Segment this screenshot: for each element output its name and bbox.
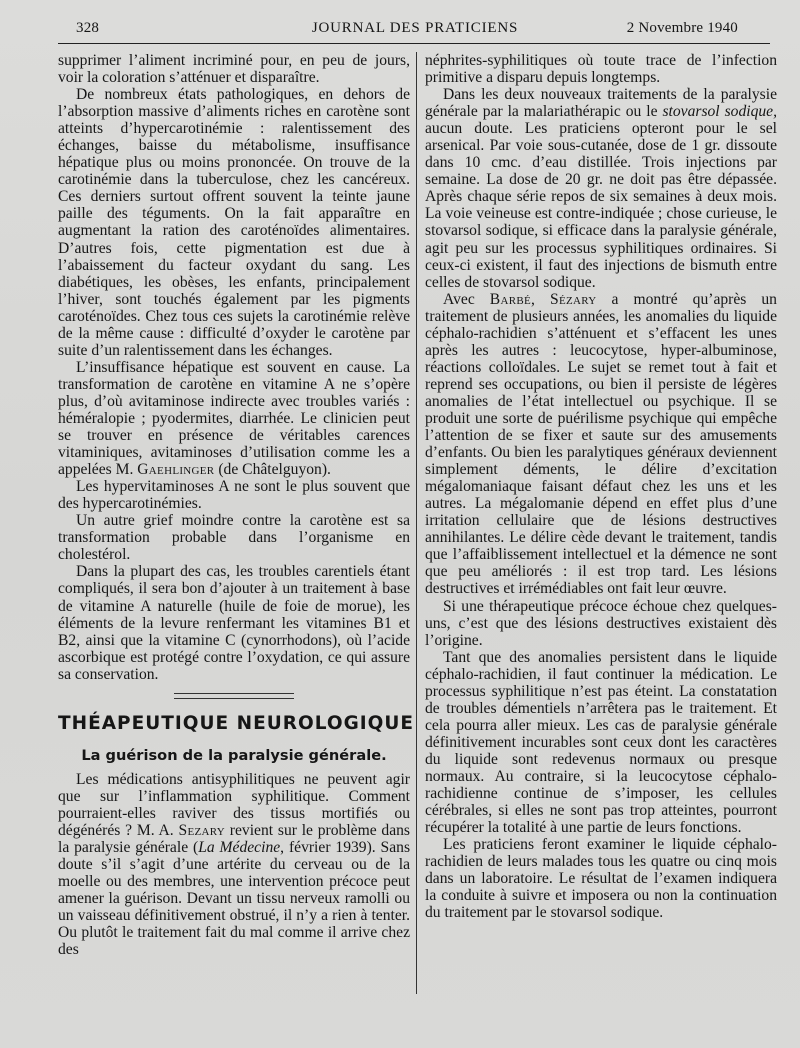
- paragraph: De nombreux états pathologiques, en dehors de l’absorption massive d’aliments riches en carotène sont atteints d’hypercarotinémie : ralentissement des échanges, baisse du métabolisme, insuffisance hépatique plus ou moins prononcée. On trouve de la carotinémie dans la tuberculose, chez les cancéreux. Ces derniers surtout offrent souvent la teinte jaune paille des téguments. On la fait apparaître en augmentant la ration des caroténoïdes alimentaires. D’autres fois, cette pigmentation est due à l’abaissement du facteur oxydant du sang. Les diabétiques, les obèses, les enfants, principalement l’hiver, sont touchés également par les pigments caroténoïdes. Chez tous ces sujets la carotinémie relève de la même cause : difficulté d’oxyder le carotène par suite d’un ralentissement dans les échanges.: [58, 86, 410, 359]
- paragraph-text: , février 1939). Sans doute s’il s’agit d’une artérite du cerveau ou de la moelle ou des membres, une intervention précoce peut amener la guérison. Devant un tissu nerveux ramolli ou un vaisseau définitivement obstrué, il n’y a rien à tenter. Ou plutôt le traitement fait du mal comme il arrive chez des: [58, 838, 411, 959]
- author-name: Gaehlinger: [137, 461, 215, 479]
- journal-title: JOURNAL DES PRATICIENS: [311, 20, 519, 36]
- paragraph-text: (de Châtelguyon).: [218, 461, 331, 479]
- section-title: THÉAPEUTIQUE NEUROLOGIQUE: [58, 712, 415, 734]
- decorative-rule: [174, 693, 294, 699]
- paragraph: Si une thérapeutique précoce échoue chez quelques-uns, c’est que des lésions destructives existaient dès l’origine.: [425, 597, 777, 649]
- right-column: [425, 52, 777, 921]
- paragraph: [58, 359, 410, 478]
- running-head: [60, 20, 770, 42]
- paragraph-text: a montré qu’après un traitement de plusieurs années, les anomalies du liquide céphalo-rachidien s’atténuent et s’effacent les unes après les autres : leucocytose, hyper-albuminose, réactions colloïdales. Le sujet se remet tout à fait et reprend ses occupations, ou bien il persiste de légères anomalies de l’état intellectuel ou psychique. Il se produit une sorte de puérilisme psychique qui empêche l’attention de se fixer et saute sur des amusements d’enfants. Ou bien les paralytiques généraux deviennent simplement déments, le délire d’excitation mégalomaniaque faisant défaut chez les uns et les autres. La mégalomanie dépend en effet plus d’une irritation cellulaire que de lésions destructives annihilantes. Le délire cède devant le traitement, tandis que l’affaiblissement intellectuel et la démence ne sont que peu améliorés : il est trop tard. Les lésions destructives et irrémédiables ont fait leur œuvre.: [425, 290, 777, 598]
- paragraph: [425, 291, 777, 598]
- page-number: 328: [76, 20, 100, 36]
- author-name: Barbé: [489, 290, 532, 308]
- paragraph: supprimer l’aliment incriminé pour, en peu de jours, voir la coloration s’atténuer et disparaître.: [58, 52, 410, 87]
- paragraph: néphrites-syphilitiques où toute trace de l’infection primitive a disparu depuis longtemps.: [425, 52, 777, 87]
- issue-date: 2 Novembre 1940: [626, 20, 738, 36]
- paragraph-text: L’insuffisance hépatique est souvent en cause. La transformation de carotène en vitamine A ne s’opère plus, d’où avitaminose indirecte avec troubles variés : héméralopie ; pyodermites, diarrhée. Le clinicien peut se trouver en présence de véritables carences vitaminiques, avitaminoses d’utilisation comme les a appelées M.: [58, 358, 410, 479]
- journal-citation: La Médecine: [198, 838, 281, 856]
- punctuation: ,: [531, 290, 535, 308]
- paragraph-text: revient sur le problème dans la paralysie générale (: [58, 821, 411, 856]
- paragraph: [425, 86, 777, 291]
- drug-name: stovarsol sodique,: [662, 103, 777, 121]
- section-subtitle: La guérison de la paralysie générale.: [81, 746, 387, 764]
- paragraph: Les hypervitaminoses A ne sont le plus souvent que des hypercarotinémies.: [58, 478, 410, 513]
- paragraph-text: Avec: [443, 290, 475, 308]
- paragraph: Les praticiens feront examiner le liquide céphalo-rachidien de leurs malades tous les quatre ou cinq mois dans un laboratoire. Le résultat de l’examen indiquera la conduite à suivre et imposera ou non la continuation du traitement par le stovarsol sodique.: [425, 836, 777, 922]
- paragraph-text: Dans les deux nouveaux traitements de la paralysie générale par la malariathérapic ou le: [425, 86, 777, 121]
- paragraph-text: Les médications antisyphilitiques ne peuvent agir que sur l’inflammation syphilitique. Comment pourraient-elles raviver des tissus mortifiés ou dégénérés ? M. A.: [58, 770, 410, 839]
- author-name: Sézary: [549, 290, 597, 308]
- paragraph: Un autre grief moindre contre la carotène est sa transformation probable dans l’organisme en cholestérol.: [58, 512, 410, 564]
- column-divider: [416, 52, 417, 994]
- paragraph-text: aucun doute. Les praticiens opteront pour le sel arsenical. Par voie sous-cutanée, dose de 1 gr. dissoute dans 10 cmc. d’eau distillée. Trois injections par semaine. La dose de 20 gr. ne doit pas être dépassée. Après chaque série repos de six semaines à deux mois. La voie veineuse est contre-indiquée ; chose curieuse, le stovarsol sodique, si efficace dans la paralysie générale, agit peu sur les processus syphilitiques ordinaires. Si ceux-ci existent, il faut des injections de bismuth entre celles de stovarsol sodique.: [425, 120, 777, 291]
- paragraph: [58, 771, 410, 959]
- left-column: [58, 52, 415, 959]
- paragraph: Dans la plupart des cas, les troubles carentiels étant compliqués, il sera bon d’ajouter à un traitement à base de vitamine A naturelle (huile de foie de morue), les éléments de la levure renfermant les vitamines B1 et B2, ainsi que la vitamine C (cynorrhodons), où l’acide ascorbique est protégé contre l’oxydation, ce qui assure sa conservation.: [58, 563, 410, 683]
- header-rule: [58, 43, 770, 44]
- paragraph: Tant que des anomalies persistent dans le liquide céphalo-rachidien, il faut continuer la médication. Le processus syphilitique n’est pas éteint. La constatation de troubles démentiels n’arrêtera pas le traitement. Et cela pourra aller mieux. Les cas de paralysie générale définitivement incurables sont ceux dont les caractères du liquide sont redevenus normaux ou presque normaux. Au contraire, si la leucocytose céphalo-rachidienne continue de s’imposer, les cellules cérébrales, si elles ne sont pas trop atteintes, pourront récupérer la totalité à une partie de leurs fonctions.: [425, 648, 777, 837]
- author-name: Sezary: [178, 821, 225, 839]
